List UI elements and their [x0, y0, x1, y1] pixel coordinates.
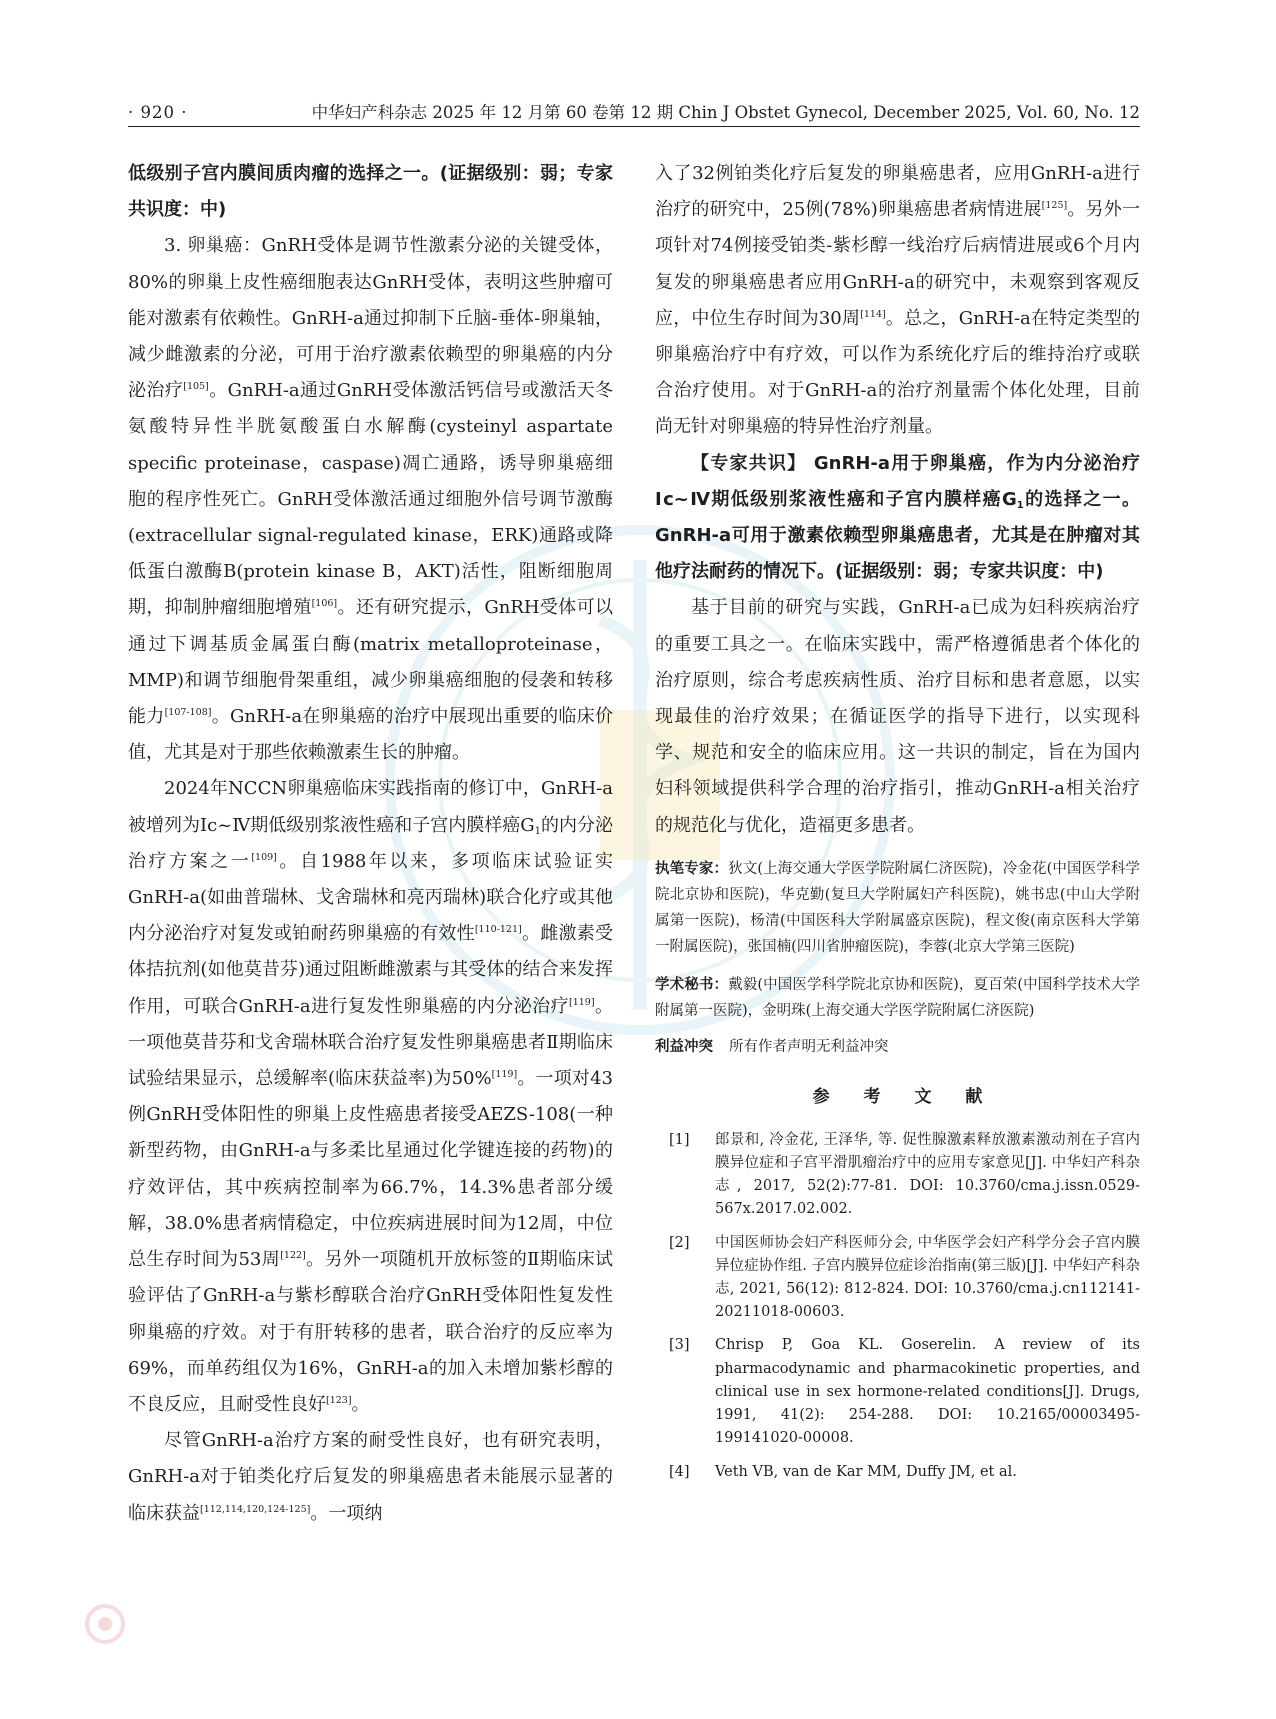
citation: [125] [1041, 200, 1068, 212]
conclusion-paragraph: 基于目前的研究与实践，GnRH-a已成为妇科疾病治疗的重要工具之一。在临床实践中，需严格遵循患者个体化的治疗原则，综合考虑疾病性质、治疗目标和患者意愿，以实现最佳的治疗效果；在循证医学的指导下进行，以实现科学、规范和安全的临床应用。这一共识的制定，旨在为国内妇科领域提供科学合理的治疗指引，推动GnRH-a相关治疗的规范化与优化，造福更多患者。 [655, 597, 1140, 836]
secretary-credit: 学术秘书：戴毅(中国医学科学院北京协和医院)，夏百荣(中国科学技术大学附属第一医院)，金明珠(上海交通大学医学院附属仁济医院) [655, 976, 1141, 1019]
publisher-seal-icon [87, 1606, 123, 1642]
page-number: · 920 · [128, 103, 188, 122]
citation: [112,114,120,124-125] [200, 1503, 311, 1515]
tolerance-paragraph: 尽管GnRH-a治疗方案的耐受性良好，也有研究表明，GnRH-a对于铂类化疗后复发的卵巢癌患者未能展示显著的临床获益[112,114,120,124-125]。一项纳 [128, 1430, 613, 1524]
citation: [107-108] [164, 707, 212, 719]
reference-item: [4] Veth VB, van de Kar MM, Duffy JM, et al. [669, 1463, 1017, 1480]
conflict-of-interest: 利益冲突 所有作者声明无利益冲突 [655, 1038, 889, 1055]
nccn-paragraph: 2024年NCCN卵巢癌临床实践指南的修订中，GnRH-a被增列为Ⅰc~Ⅳ期低级别浆液性癌和子宫内膜样癌$G_1$的内分泌治疗方案之一[109]。自1988年以来，多项临床试验证实GnRH-a(如曲普瑞林、戈舍瑞林和亮丙瑞林)联合化疗或其他内分泌治疗对复发或铂耐药卵巢癌的有效性[110-121]。雌激素受体拮抗剂(如他莫昔芬)通过阻断雌激素与其受体的结合来发挥作用，可联合GnRH-a进行复发性卵巢癌的内分泌治疗[119]。一项他莫昔芬和戈舍瑞林联合治疗复发性卵巢癌患者Ⅱ期临床试验结果显示，总缓解率(临床获益率)为50%[119]。一项对43例GnRH受体阳性的卵巢上皮性癌患者接受AEZS-108(一种新型药物，由GnRH-a与多柔比星通过化学键连接的药物)的疗效评估，其中疾病控制率为66.7%，14.3%患者部分缓解，38.0%患者病情稳定，中位疾病进展时间为12周，中位总生存时间为53周[122]。另外一项随机开放标签的Ⅱ期临床试验评估了GnRH-a与紫杉醇联合治疗GnRH受体阳性复发性卵巢癌的疗效。对于有肝转移的患者，联合治疗的反应率为69%，而单药组仅为16%，GnRH-a的加入未增加紫杉醇的不良反应，且耐受性良好[123]。 [128, 778, 614, 1415]
citation: [105] [183, 381, 209, 393]
right-column [655, 156, 1140, 1494]
reference-item: [2] 中国医师协会妇产科医师分会, 中华医学会妇产科学分会子宫内膜异位症协作组. 子宫内膜异位症诊治指南(第三版)[J]. 中华妇产科杂志, 2021, 56(12): 812-824. DOI: 10.3760/cma.j.cn112141-20211018-00603. [669, 1234, 1140, 1321]
citation: [119] [491, 1069, 518, 1081]
citation: [122] [280, 1250, 306, 1262]
citation: [109] [251, 851, 277, 863]
continued-paragraph: 入了32例铂类化疗后复发的卵巢癌患者，应用GnRH-a进行治疗的研究中，25例(78%)卵巢癌患者病情进展[125]。另外一项针对74例接受铂类-紫杉醇一线治疗后病情进展或6个月内复发的卵巢癌患者应用GnRH-a的研究中，未观察到客观反应，中位生存时间为30周[114]。总之，GnRH-a在特定类型的卵巢癌治疗中有疗效，可以作为系统化疗后的维持治疗或联合治疗使用。对于GnRH-a的治疗剂量需个体化处理，目前尚无针对卵巢癌的特异性治疗剂量。 [655, 163, 1140, 438]
reference-item: [1] 郎景和, 冷金花, 王泽华, 等. 促性腺激素释放激素激动剂在子宫内膜异位症和子宫平滑肌瘤治疗中的应用专家意见[J]. 中华妇产科杂志, 2017, 52(2):77-81. DOI: 10.3760/cma.j.issn.0529-567x.2017.02.002. [669, 1131, 1140, 1218]
journal-citation: 中华妇产科杂志 2025 年 12 月第 60 卷第 12 期 Chin J Obstet Gynecol, December 2025, Vol. 60, No. 12 [311, 103, 1140, 122]
citation: [106] [311, 598, 338, 610]
expert-consensus-box: 【专家共识】 GnRH-a用于卵巢癌，作为内分泌治疗Ⅰc~Ⅳ期低级别浆液性癌和子宫内膜样癌$G_1$的选择之一。GnRH-a可用于激素依赖型卵巢癌患者，尤其是在肿瘤对其他疗法耐药的情况下。(证据级别：弱；专家共识度：中) [655, 452, 1141, 583]
running-header [128, 100, 1140, 127]
reference-item: [3] Chrisp P, Goa KL. Goserelin. A review of its pharmacodynamic and pharmacokinetic properties, and clinical use in sex hormone-related conditions[J]. Drugs, 1991, 41(2): 254-288. DOI: 10.2165/00003495-199141020-00008. [669, 1337, 1140, 1447]
citation: [110-121] [474, 924, 522, 936]
citation: [123] [326, 1394, 352, 1406]
citation: [114] [860, 308, 886, 320]
evidence-paragraph: 低级别子宫内膜间质肉瘤的选择之一。(证据级别：弱；专家共识度：中) [128, 163, 613, 221]
left-column [128, 156, 613, 1532]
reference-list [655, 1129, 1140, 1484]
references-title: 参 考 文 献 [812, 1086, 997, 1107]
ovarian-cancer-paragraph: 3. 卵巢癌：GnRH受体是调节性激素分泌的关键受体，80%的卵巢上皮性癌细胞表达GnRH受体，表明这些肿瘤可能对激素有依赖性。GnRH-a通过抑制下丘脑-垂体-卵巢轴，减少雌激素的分泌，可用于治疗激素依赖型的卵巢癌的内分泌治疗[105]。GnRH-a通过GnRH受体激活钙信号或激活天冬氨酸特异性半胱氨酸蛋白水解酶(cysteinyl aspartate specific proteinase，caspase)凋亡通路，诱导卵巢癌细胞的程序性死亡。GnRH受体激活通过细胞外信号调节激酶(extracellular signal-regulated kinase，ERK)通路或降低蛋白激酶B(protein kinase B，AKT)活性，阻断细胞周期，抑制肿瘤细胞增殖[106]。还有研究提示，GnRH受体可以通过下调基质金属蛋白酶(matrix metalloproteinase，MMP)和调节细胞骨架重组，减少卵巢癌细胞的侵袭和转移能力[107-108]。GnRH-a在卵巢癌的治疗中展现出重要的临床价值，尤其是对于那些依赖激素生长的肿瘤。 [128, 235, 613, 764]
authors-credit: 执笔专家：狄文(上海交通大学医学院附属仁济医院)，冷金花(中国医学科学院北京协和医院)，华克勤(复旦大学附属妇产科医院)，姚书忠(中山大学附属第一医院)，杨清(中国医科大学附属盛京医院)，程文俊(南京医科大学第一附属医院)，张国楠(四川省肿瘤医院)，李蓉(北京大学第三医院) [655, 860, 1141, 955]
citation: [119] [569, 996, 595, 1008]
